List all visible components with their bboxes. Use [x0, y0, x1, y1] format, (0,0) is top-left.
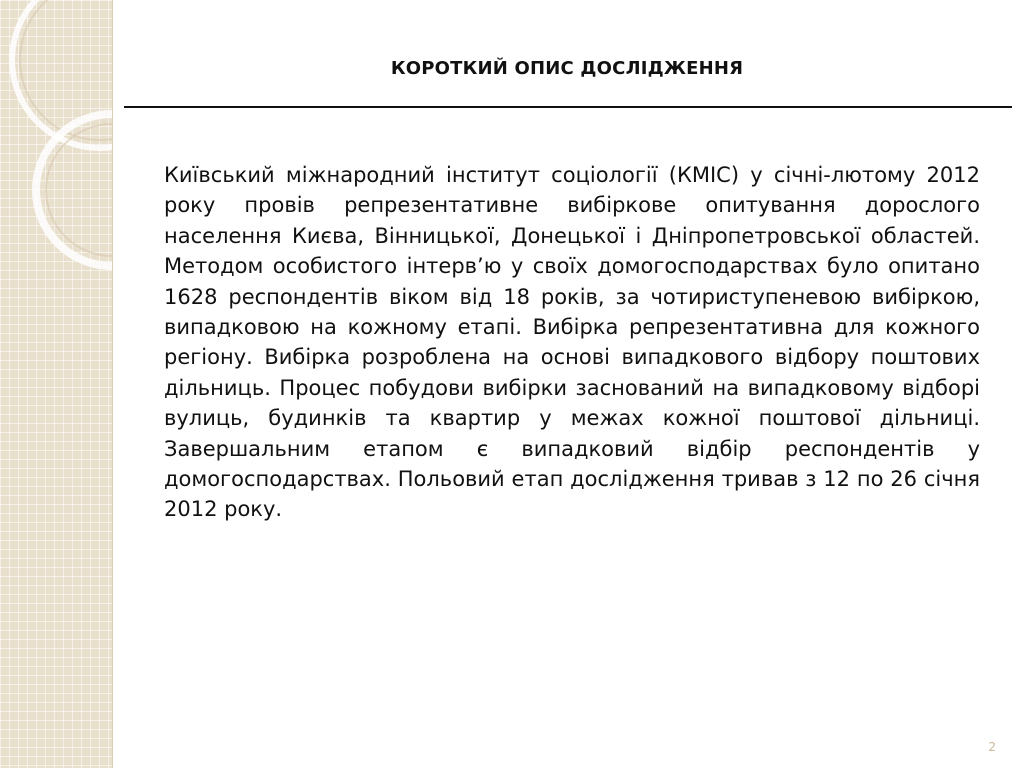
decorative-side-panel [0, 0, 113, 768]
body-paragraph: Київський міжнародний інститут соціології (КМІС) у січні-лютому 2012 року провів репрезентативне вибіркове опитування дорослого населення Києва, Вінницької, Донецької і Дніпропетровської областей. Методом особистого інтерв’ю у своїх домогосподарствах було опитано 1628 респондентів віком від 18 років, за чотириступеневою вибіркою, випадковою на кожному етапі. Вибірка репрезентативна для кожного регіону. Вибірка розроблена на основі випадкового відбору поштових дільниць. Процес побудови вибірки заснований на випадковому відборі вулиць, будинків та квартир у межах кожної поштової дільниці. Завершальним етапом є випадковий відбір респондентів у домогосподарствах. Польовий етап дослідження тривав з 12 по 26 січня 2012 року. [164, 163, 980, 522]
decorative-circles [0, 0, 112, 768]
page-number: 2 [988, 740, 996, 754]
slide-title: КОРОТКИЙ ОПИС ДОСЛІДЖЕННЯ [390, 58, 744, 79]
title-divider [124, 106, 1012, 108]
